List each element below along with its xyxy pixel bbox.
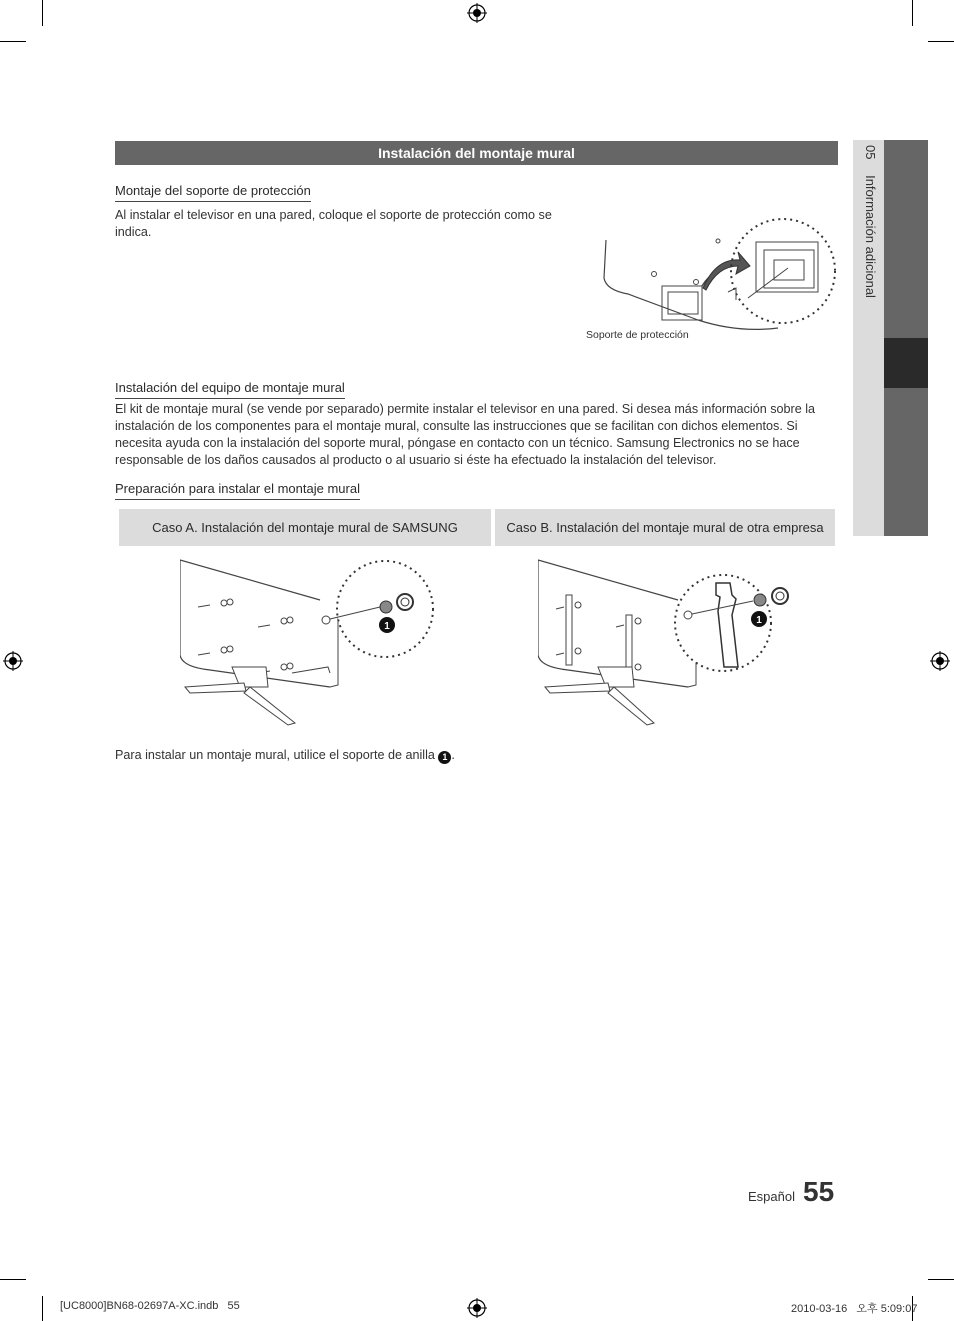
crop-mark [0, 41, 26, 42]
guard-figure-caption: Soporte de protección [586, 329, 689, 341]
footer-language: Español [748, 1189, 795, 1204]
page-number: 55 [803, 1176, 835, 1207]
file-info: [UC8000]BN68-02697A-XC.indb 55 [60, 1300, 240, 1312]
registration-mark-icon [467, 1298, 487, 1318]
guard-heading: Montaje del soporte de protección [115, 183, 311, 202]
crop-mark [928, 41, 954, 42]
case-a-header: Caso A. Instalación del montaje mural de SAMSUNG [119, 509, 491, 546]
kit-heading: Instalación del equipo de montaje mural [115, 380, 345, 399]
registration-mark-icon [3, 651, 23, 671]
crop-mark [42, 1296, 43, 1321]
prep-note-end: . [451, 748, 455, 762]
guard-text: Al instalar el televisor en una pared, coloque el soporte de protección como se indica. [115, 208, 552, 239]
crop-mark [0, 1279, 26, 1280]
registration-mark-icon [467, 3, 487, 23]
prep-note-text: Para instalar un montaje mural, utilice el soporte de anilla [115, 748, 435, 762]
prep-heading: Preparación para instalar el montaje mural [115, 481, 360, 500]
chapter-number: 05 [863, 145, 878, 160]
case-a-illustration [180, 555, 440, 730]
callout-number-icon: 1 [438, 751, 451, 764]
registration-mark-icon [930, 651, 950, 671]
crop-mark [928, 1279, 954, 1280]
guard-illustration [598, 208, 838, 338]
print-timestamp: 2010-03-16 오후 5:09:07 [791, 1303, 918, 1315]
crop-mark [42, 0, 43, 26]
prep-note [115, 747, 455, 764]
side-tab-marker [884, 338, 928, 388]
side-tab-label [858, 145, 878, 345]
case-b-header: Caso B. Instalación del montaje mural de otra empresa [495, 509, 835, 546]
callout-number: 1 [756, 615, 762, 626]
callout-number: 1 [384, 621, 390, 632]
crop-mark [912, 0, 913, 26]
section-title: Instalación del montaje mural [115, 141, 838, 165]
chapter-title: Información adicional [863, 175, 878, 298]
case-b-illustration [538, 555, 798, 730]
kit-text: El kit de montaje mural (se vende por separado) permite instalar el televisor en una pared. Si desea más información sobre la instalación de los componentes para el montaje mural, consulte las instrucciones que se facilitan con dichos elementos. Si necesita ayuda con la instalación del soporte mural, póngase en contacto con un técnico. Samsung Electronics no se hace responsable de los daños causados al producto o al usuario si éste ha efectuado la instalación del televisor. [115, 402, 816, 467]
